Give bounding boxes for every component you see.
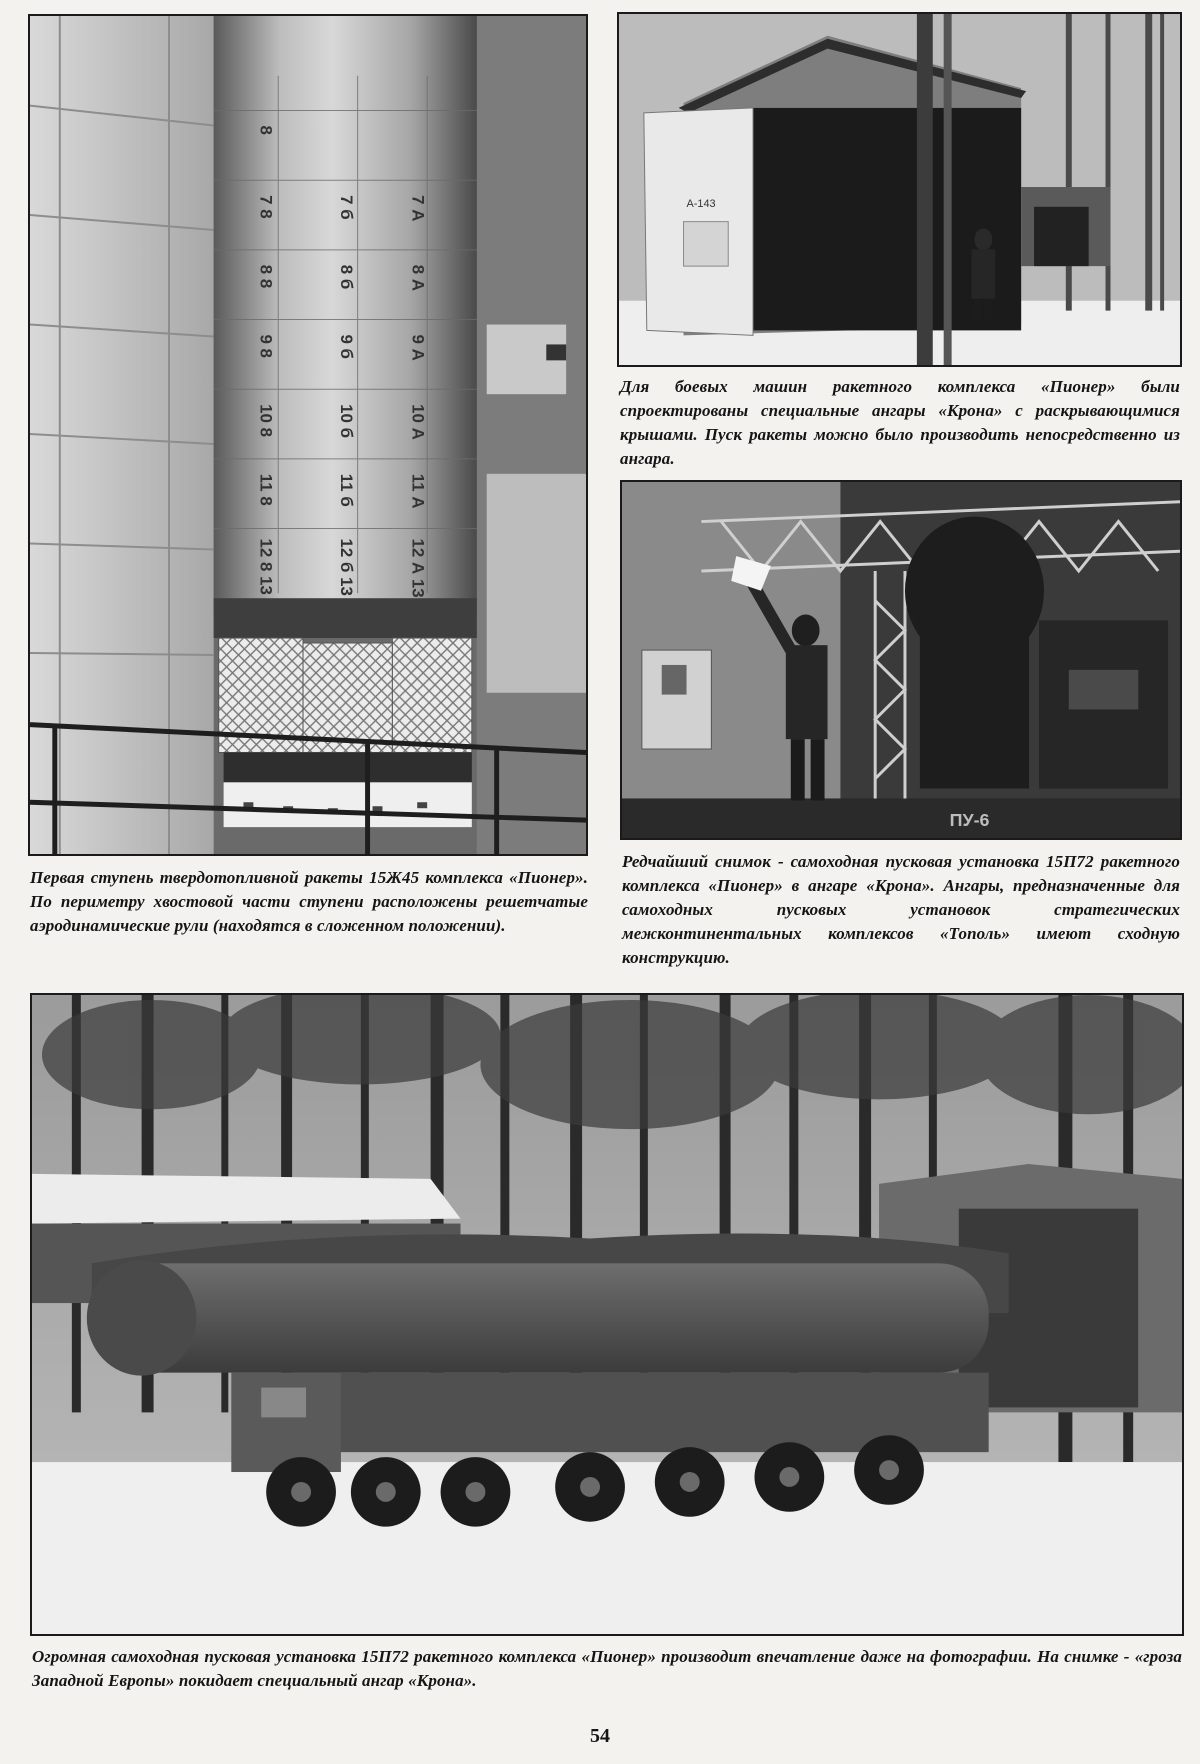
caption-launcher-in-hangar: Редчайший снимок - самоходная пусковая установка 15П72 ракетного комплекса «Пионер» в ангаре «Крона». Ангары, предназначенные для самоходных пусковых установок стратегических межконтинентальных комплексов «Тополь» имеют сходную конструкцию. — [622, 852, 1180, 967]
page-number: 54 — [590, 1725, 610, 1747]
scale-left-3: 9 8 — [256, 334, 276, 358]
caption-launcher-leaving: Огромная самоходная пусковая установка 15П72 ракетного комплекса «Пионер» производит впечатление даже на фотографии. На снимке - «гроза Западной Европы» покидает специальный ангар «Крона». — [32, 1647, 1182, 1690]
scale-mid-0: 7 б — [336, 195, 356, 220]
scale-mid-4: 11 б — [336, 473, 356, 507]
scale-left-5: 11 8 — [256, 473, 276, 506]
scale-mid-3: 10 б — [336, 404, 356, 439]
launcher-in-hangar-illustration — [622, 482, 1180, 838]
rocket-stage-illustration — [30, 16, 586, 854]
caption-hangar-exterior: Для боевых машин ракетного комплекса «Пионер» были спроектированы специальные ангары «Крона» с раскрывающимися крышами. Пуск ракеты можно было производить непосредственно из ангара. — [620, 377, 1180, 468]
caption-rocket-stage: Первая ступень твердотопливной ракеты 15Ж45 комплекса «Пионер». По периметру хвостовой части ступени расположены решетчатые аэродинамические рули (находятся в сложенном положении). — [30, 868, 588, 935]
scale-mid-1: 8 б — [336, 264, 356, 290]
photo-launcher-leaving — [30, 993, 1184, 1636]
scale-right-4: 11 А — [408, 473, 428, 509]
scale-left-4: 10 8 — [256, 404, 276, 438]
scale-left-0: 8 — [256, 125, 276, 135]
scale-right-2: 9 А — [408, 334, 428, 361]
floor-marking: ПУ-6 — [949, 810, 990, 831]
scale-right-5: 12 А 13 — [408, 538, 428, 598]
scale-left-2: 8 8 — [256, 264, 276, 289]
scale-mid-5: 12 б 13 — [336, 538, 356, 596]
photo-launcher-in-hangar — [620, 480, 1182, 840]
hangar-exterior-illustration — [619, 14, 1180, 365]
photo-rocket-stage — [28, 14, 588, 856]
scale-right-1: 8 А — [408, 264, 428, 292]
scale-right-0: 7 А — [408, 195, 428, 222]
scale-mid-2: 9 б — [336, 334, 356, 360]
scale-right-3: 10 А — [408, 404, 428, 440]
photo-hangar-exterior — [617, 12, 1182, 367]
scale-left-1: 7 8 — [256, 195, 276, 219]
launcher-leaving-illustration — [32, 995, 1182, 1634]
hangar-door-sign: А-143 — [686, 197, 716, 210]
scale-left-6: 12 8 13 — [256, 538, 276, 595]
